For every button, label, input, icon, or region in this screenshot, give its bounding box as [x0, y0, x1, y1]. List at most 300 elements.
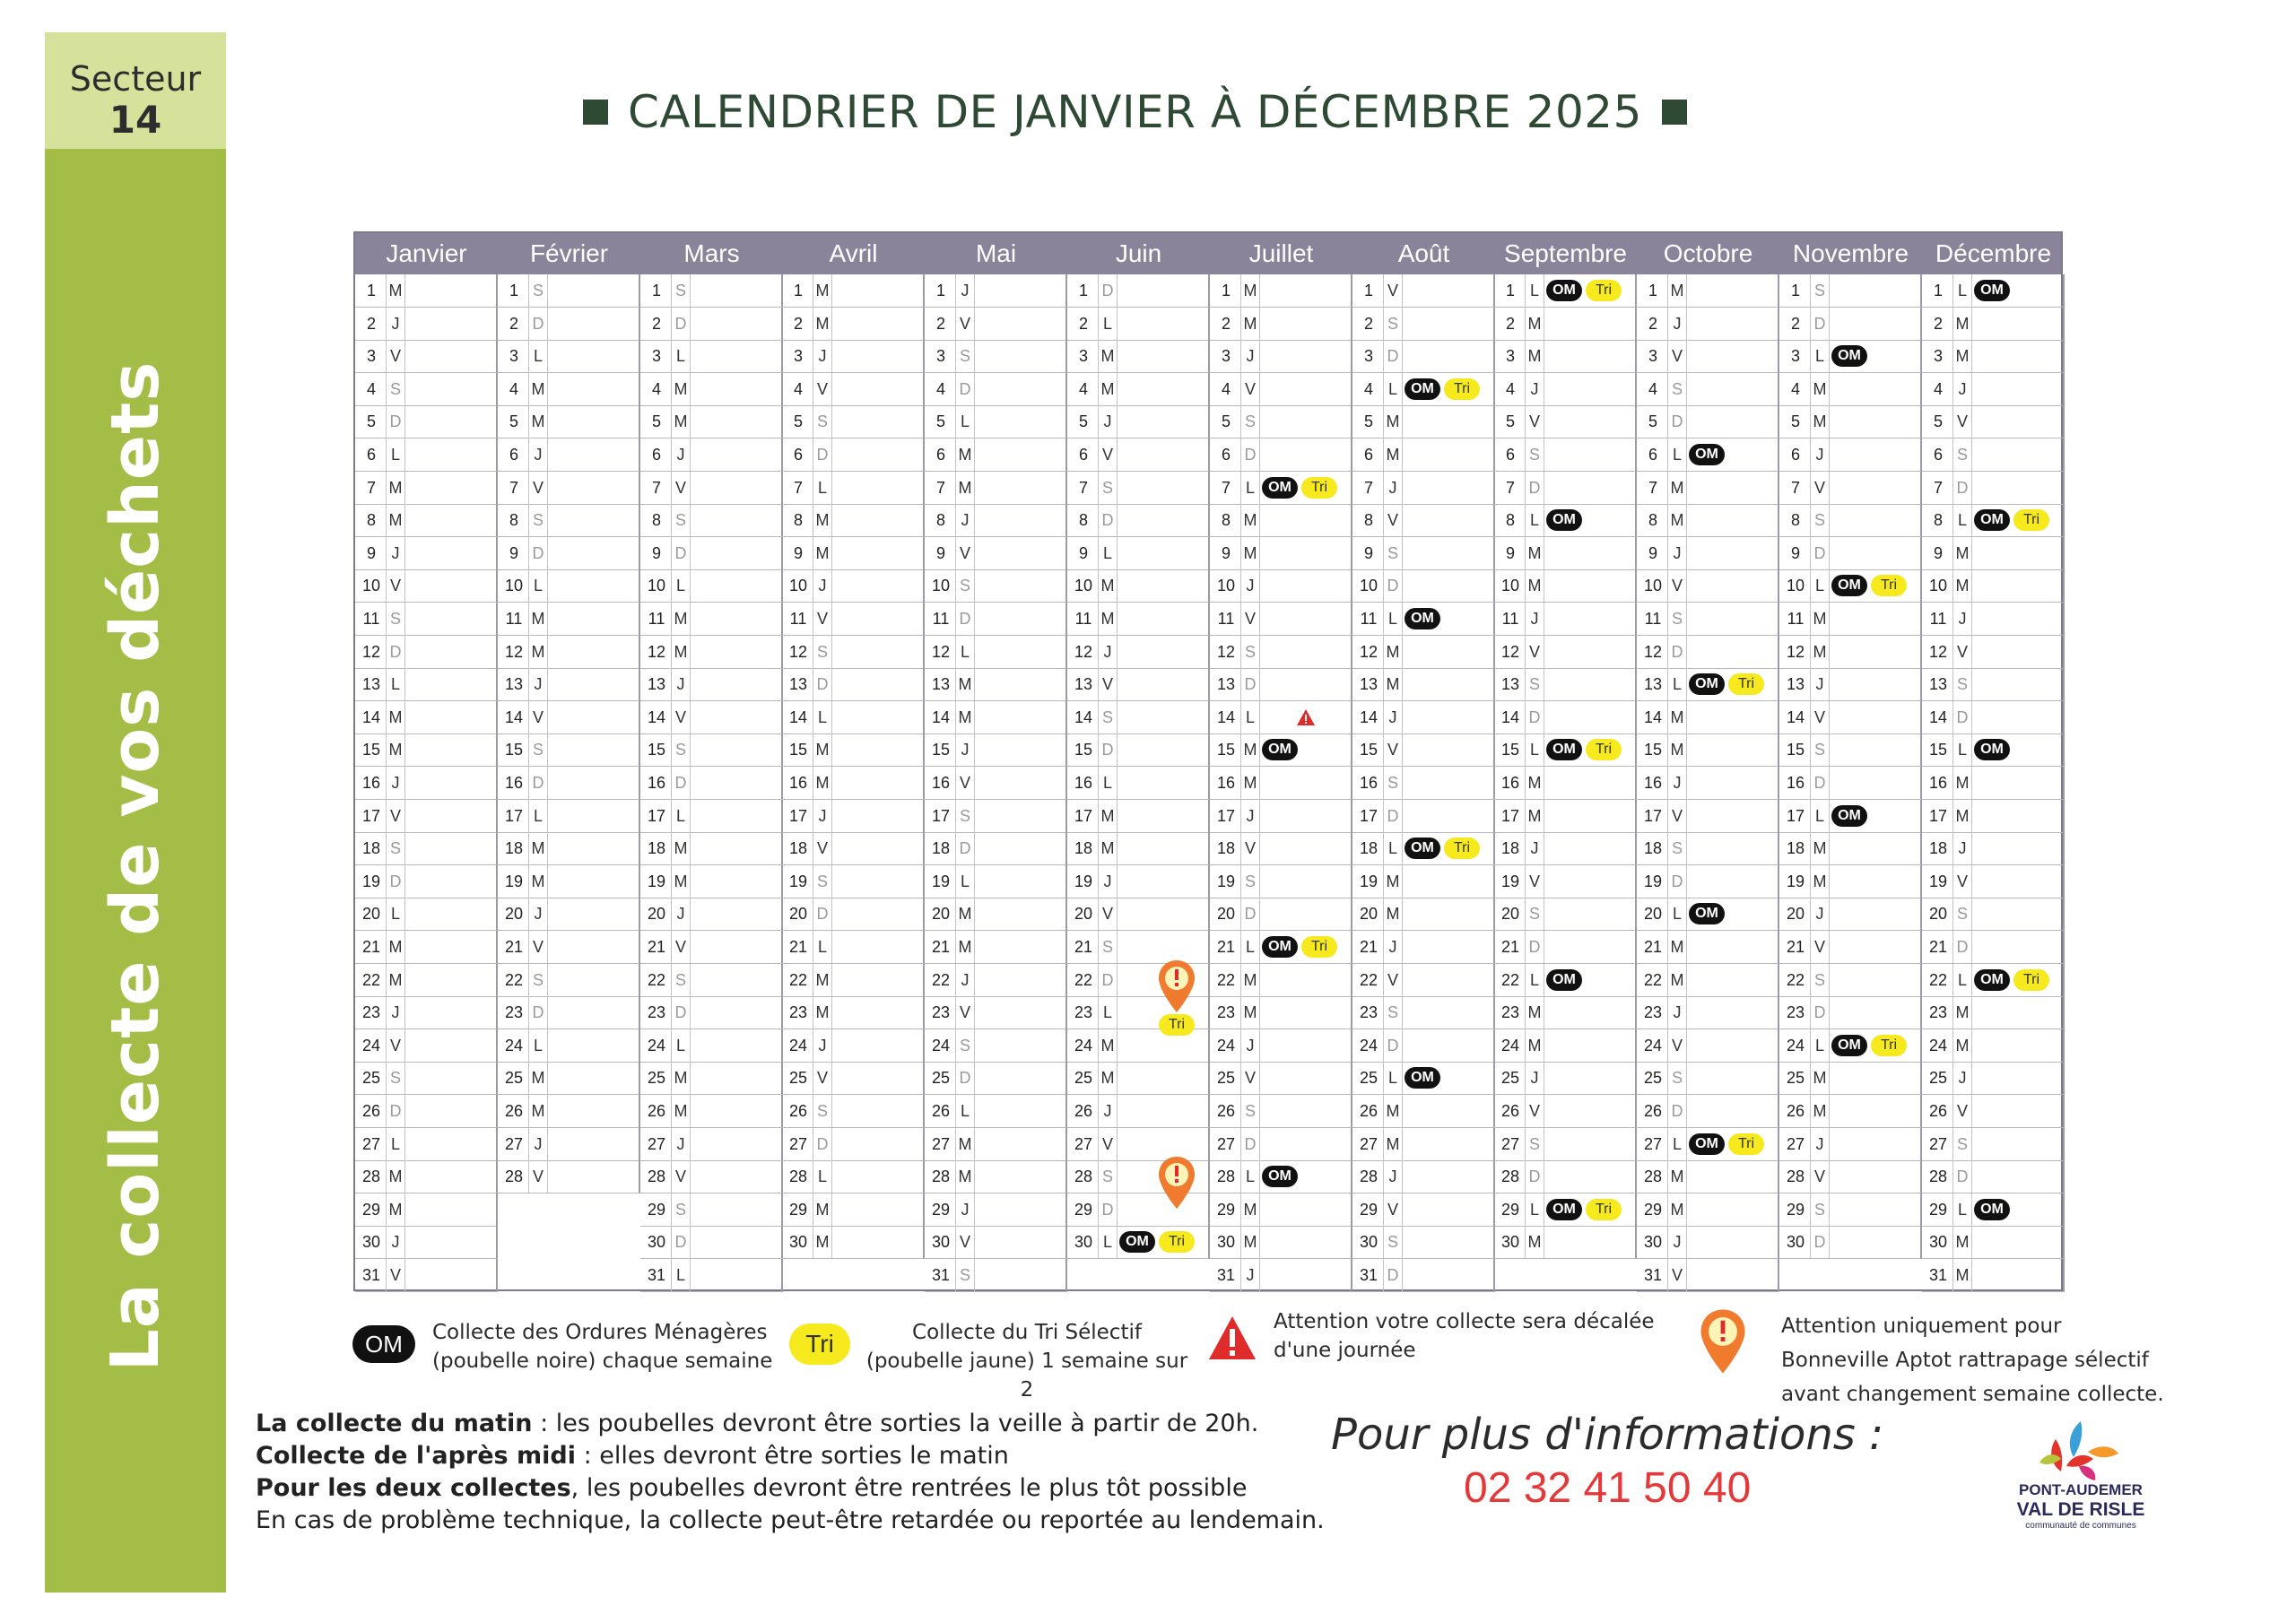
weekday-letter: D: [813, 438, 832, 471]
day-number: 28: [1500, 1167, 1520, 1185]
tri-badge: Tri: [1159, 1014, 1195, 1036]
weekday-letter: L: [1810, 569, 1830, 602]
day-cell: [925, 603, 1067, 636]
day-number: 6: [1933, 446, 1943, 464]
weekday-letter: D: [955, 603, 975, 635]
weekday-letter: S: [386, 373, 405, 405]
day-cell: [1779, 898, 1922, 931]
day-cell: [1494, 472, 1637, 505]
day-number: 31: [647, 1266, 666, 1284]
weekday-letter: L: [1667, 668, 1687, 700]
day-number: 15: [931, 741, 951, 759]
day-number: 7: [1221, 479, 1231, 497]
day-cell: [1067, 569, 1210, 603]
om-badge: OM: [1405, 838, 1440, 859]
day-number: 25: [1074, 1069, 1093, 1087]
weekday-letter: D: [386, 1095, 405, 1127]
day-cell: [925, 1029, 1067, 1063]
day-number: 25: [361, 1069, 381, 1087]
weekday-letter: M: [1098, 832, 1118, 864]
day-number: 17: [1928, 807, 1948, 825]
day-number: 9: [1648, 544, 1657, 562]
om-badge: OM: [1262, 477, 1298, 499]
weekday-letter: M: [671, 636, 691, 668]
legend-tri-text: [857, 1318, 1197, 1404]
weekday-letter: M: [1810, 1062, 1830, 1094]
weekday-letter: M: [813, 996, 832, 1028]
day-cell: [1352, 1095, 1495, 1128]
day-number: 8: [935, 511, 945, 529]
day-number: 23: [1786, 1003, 1805, 1021]
day-cell: [1922, 636, 2065, 669]
day-cell: [640, 964, 783, 997]
day-cell: [925, 865, 1067, 898]
legend-om-text: [432, 1318, 772, 1376]
weekday-letter: S: [1810, 504, 1830, 536]
legend-pin-line2: Bonneville Aptot rattrapage sélectif: [1781, 1349, 2149, 1372]
weekday-letter: S: [1240, 636, 1260, 668]
day-number: 17: [1074, 807, 1093, 825]
day-number: 9: [1078, 544, 1088, 562]
day-number: 29: [1643, 1201, 1663, 1219]
weekday-letter: V: [955, 308, 975, 340]
weekday-letter: M: [813, 1193, 832, 1226]
day-number: 9: [793, 544, 803, 562]
weekday-letter: V: [1667, 569, 1687, 602]
day-number: 7: [509, 479, 518, 497]
weekday-letter: L: [1383, 373, 1403, 405]
day-number: 28: [504, 1167, 524, 1185]
day-cell: [782, 340, 925, 373]
day-cell: [640, 931, 783, 964]
day-number: 9: [366, 544, 376, 562]
day-number: 4: [509, 380, 518, 398]
day-number: 16: [788, 774, 808, 792]
day-number: 7: [366, 479, 376, 497]
day-cell: [1637, 274, 1779, 308]
location-pin-icon: [1698, 1307, 1748, 1376]
day-number: 24: [647, 1037, 666, 1055]
weekday-letter: V: [955, 996, 975, 1028]
day-number: 30: [1500, 1233, 1520, 1251]
day-cell: [640, 1029, 783, 1063]
weekday-letter: S: [528, 274, 548, 307]
weekday-letter: J: [813, 1029, 832, 1062]
weekday-letter: M: [1240, 733, 1260, 766]
weekday-letter: J: [1952, 1062, 1972, 1094]
weekday-letter: M: [813, 964, 832, 996]
phone-number[interactable]: 02 32 41 50 40: [1464, 1464, 1752, 1512]
day-cell: [925, 537, 1067, 570]
day-number: 29: [647, 1201, 666, 1219]
weekday-letter: L: [955, 865, 975, 898]
weekday-letter: M: [1667, 504, 1687, 536]
weekday-letter: L: [386, 1128, 405, 1160]
day-number: 11: [1217, 610, 1235, 628]
day-cell: [925, 504, 1067, 537]
month-name-3: Mars: [683, 239, 740, 267]
weekday-letter: M: [955, 1128, 975, 1160]
weekday-letter: L: [955, 636, 975, 668]
day-number: 12: [1643, 643, 1663, 661]
weekday-letter: D: [1383, 1259, 1403, 1291]
day-cell: [640, 340, 783, 373]
day-number: 20: [1216, 905, 1236, 923]
weekday-letter: M: [1383, 438, 1403, 471]
day-cell: [1637, 1062, 1779, 1095]
weekday-letter: D: [1098, 1193, 1118, 1226]
weekday-letter: V: [1952, 636, 1972, 668]
legend-pin-line1: Attention uniquement pour: [1781, 1315, 2062, 1338]
day-cell: [1352, 1062, 1495, 1095]
day-cell: [1637, 405, 1779, 438]
legend-pin-text: [1781, 1309, 2164, 1411]
day-number: 1: [1933, 282, 1943, 299]
day-number: 3: [651, 347, 661, 365]
day-number: 8: [509, 511, 518, 529]
day-cell: [640, 832, 783, 865]
day-number: 16: [1216, 774, 1236, 792]
day-number: 21: [1786, 938, 1805, 956]
weekday-letter: D: [1240, 1128, 1260, 1160]
day-cell: [1210, 767, 1352, 800]
day-cell: [1779, 1160, 1922, 1193]
weekday-letter: J: [1952, 832, 1972, 864]
weekday-letter: V: [1098, 898, 1118, 930]
weekday-letter: J: [1810, 438, 1830, 471]
weekday-letter: V: [671, 931, 691, 963]
weekday-letter: M: [1525, 1029, 1544, 1062]
day-cell: [1067, 405, 1210, 438]
day-number: 31: [1216, 1266, 1236, 1284]
day-number: 2: [793, 315, 803, 333]
day-cell: [1779, 308, 1922, 341]
day-number: 5: [1505, 412, 1515, 430]
day-number: 27: [1216, 1135, 1236, 1153]
day-number: 9: [651, 544, 661, 562]
day-number: 16: [1500, 774, 1520, 792]
day-cell: [498, 733, 640, 767]
day-cell: [782, 701, 925, 734]
weekday-letter: J: [1525, 373, 1544, 405]
day-number: 17: [504, 807, 524, 825]
day-cell: [355, 800, 498, 833]
day-number: 29: [1500, 1201, 1520, 1219]
weekday-letter: V: [1383, 274, 1403, 307]
day-cell: [782, 1029, 925, 1063]
weekday-letter: D: [1240, 438, 1260, 471]
day-cell: [1352, 668, 1495, 701]
day-cell: [355, 1193, 498, 1227]
day-cell: [1494, 767, 1637, 800]
weekday-letter: J: [813, 800, 832, 832]
weekday-letter: L: [1810, 800, 1830, 832]
weekday-letter: V: [386, 1259, 405, 1291]
weekday-letter: M: [1952, 569, 1972, 602]
weekday-letter: L: [813, 1160, 832, 1193]
day-number: 7: [1363, 479, 1373, 497]
weekday-letter: M: [1383, 636, 1403, 668]
day-cell: [1210, 1095, 1352, 1128]
weekday-letter: S: [528, 504, 548, 536]
day-cell: [1922, 898, 2065, 931]
day-number: 1: [935, 282, 945, 299]
weekday-letter: L: [1098, 308, 1118, 340]
day-number: 24: [1500, 1037, 1520, 1055]
weekday-letter: M: [1098, 340, 1118, 372]
day-number: 14: [504, 708, 524, 726]
om-badge: OM: [1974, 1199, 2010, 1220]
weekday-letter: D: [671, 308, 691, 340]
day-cell: [1637, 504, 1779, 537]
om-badge: OM: [1546, 1199, 1582, 1220]
day-cell: [1494, 603, 1637, 636]
day-cell: [1067, 668, 1210, 701]
day-cell: [498, 964, 640, 997]
day-cell: [1637, 308, 1779, 341]
day-cell: [1922, 569, 2065, 603]
day-cell: [925, 1062, 1067, 1095]
day-cell: [640, 274, 783, 308]
weekday-letter: D: [955, 832, 975, 864]
day-number: 19: [1786, 872, 1805, 890]
day-number: 21: [1643, 938, 1663, 956]
weekday-letter: D: [1525, 472, 1544, 504]
weekday-letter: M: [386, 274, 405, 307]
calendar-grid: [353, 231, 2063, 1291]
day-cell: [355, 832, 498, 865]
day-number: 23: [931, 1003, 951, 1021]
day-cell: [355, 472, 498, 505]
day-cell: [498, 569, 640, 603]
weekday-letter: L: [1525, 1193, 1544, 1226]
day-number: 2: [651, 315, 661, 333]
day-number: 20: [931, 905, 951, 923]
weekday-letter: D: [1098, 504, 1118, 536]
weekday-letter: M: [1098, 569, 1118, 602]
weekday-letter: L: [1667, 898, 1687, 930]
day-number: 13: [504, 675, 524, 693]
day-cell: [355, 964, 498, 997]
day-cell: [1352, 733, 1495, 767]
weekday-letter: M: [1952, 537, 1972, 569]
weekday-letter: J: [813, 569, 832, 602]
weekday-letter: J: [1098, 405, 1118, 438]
day-number: 1: [1363, 282, 1373, 299]
day-cell: [498, 308, 640, 341]
logo-line1: PONT-AUDEMER: [2019, 1481, 2143, 1498]
weekday-letter: J: [1667, 996, 1687, 1028]
day-number: 31: [361, 1266, 381, 1284]
day-cell: [1779, 1193, 1922, 1227]
weekday-letter: L: [1667, 1128, 1687, 1160]
weekday-letter: M: [1667, 1160, 1687, 1193]
logo-line3: communauté de communes: [2025, 1521, 2136, 1531]
day-cell: [925, 767, 1067, 800]
weekday-letter: M: [1952, 800, 1972, 832]
day-cell: [1637, 931, 1779, 964]
weekday-letter: V: [1525, 636, 1544, 668]
day-number: 5: [1790, 412, 1800, 430]
day-cell: [1922, 504, 2065, 537]
day-cell: [925, 274, 1067, 308]
day-cell: [498, 636, 640, 669]
day-number: 5: [1078, 412, 1088, 430]
weekday-letter: D: [1952, 472, 1972, 504]
day-cell: [640, 800, 783, 833]
day-number: 27: [1643, 1135, 1663, 1153]
day-number: 22: [931, 971, 951, 989]
sidebar: [45, 32, 226, 1593]
day-number: 8: [1648, 511, 1657, 529]
weekday-letter: L: [1240, 701, 1260, 733]
weekday-letter: V: [671, 472, 691, 504]
day-cell: [1637, 373, 1779, 406]
day-number: 20: [1500, 905, 1520, 923]
day-cell: [498, 537, 640, 570]
day-number: 1: [1221, 282, 1231, 299]
day-number: 10: [931, 577, 951, 595]
day-number: 10: [1643, 577, 1663, 595]
om-badge: OM: [1831, 345, 1867, 367]
day-cell: [1210, 504, 1352, 537]
day-cell: [1352, 1128, 1495, 1161]
day-cell: [1352, 537, 1495, 570]
day-cell: [1352, 340, 1495, 373]
day-number: 21: [1359, 938, 1378, 956]
day-cell: [1067, 603, 1210, 636]
day-number: 23: [504, 1003, 524, 1021]
day-cell: [925, 1226, 1067, 1259]
weekday-letter: M: [1525, 308, 1544, 340]
month-name-11: Novembre: [1792, 239, 1909, 267]
day-number: 6: [509, 446, 518, 464]
day-number: 2: [1505, 315, 1515, 333]
day-cell: [782, 767, 925, 800]
day-number: 17: [1216, 807, 1236, 825]
weekday-letter: V: [1525, 865, 1544, 898]
day-number: 13: [788, 675, 808, 693]
day-number: 6: [935, 446, 945, 464]
day-cell: [1779, 636, 1922, 669]
day-cell: [1494, 340, 1637, 373]
day-number: 23: [1074, 1003, 1093, 1021]
day-cell: [1922, 964, 2065, 997]
month-name-6: Juin: [1115, 239, 1162, 267]
day-number: 30: [788, 1233, 808, 1251]
day-number: 12: [1786, 643, 1805, 661]
day-number: 12: [504, 643, 524, 661]
day-cell: [355, 274, 498, 308]
weekday-letter: J: [671, 668, 691, 700]
day-cell: [1922, 472, 2065, 505]
weekday-letter: L: [1098, 537, 1118, 569]
day-cell: [782, 472, 925, 505]
day-cell: [1494, 733, 1637, 767]
day-cell: [1637, 1095, 1779, 1128]
day-number: 28: [1928, 1167, 1948, 1185]
weekday-letter: D: [1240, 898, 1260, 930]
day-cell: [355, 996, 498, 1029]
day-cell: [1494, 996, 1637, 1029]
day-cell: [1210, 931, 1352, 964]
day-cell: [1210, 1193, 1352, 1227]
weekday-letter: M: [813, 767, 832, 799]
month-name-7: Juillet: [1248, 239, 1314, 267]
day-number: 26: [1359, 1102, 1378, 1120]
day-number: 15: [1928, 741, 1948, 759]
day-cell: [640, 1259, 783, 1292]
day-number: 8: [366, 511, 376, 529]
weekday-letter: V: [955, 537, 975, 569]
day-cell: [1067, 1095, 1210, 1128]
day-number: 28: [788, 1167, 808, 1185]
weekday-letter: J: [1240, 1259, 1260, 1291]
day-number: 21: [1216, 938, 1236, 956]
day-cell: [1637, 340, 1779, 373]
legend-pin-line3: avant changement semaine collecte.: [1781, 1383, 2164, 1406]
weekday-letter: D: [528, 308, 548, 340]
weekday-letter: V: [386, 569, 405, 602]
day-cell: [1210, 964, 1352, 997]
weekday-letter: M: [1667, 1193, 1687, 1226]
weekday-letter: J: [955, 504, 975, 536]
day-cell: [1779, 537, 1922, 570]
day-number: 7: [1078, 479, 1088, 497]
weekday-letter: M: [1525, 569, 1544, 602]
om-badge: OM: [1974, 280, 2010, 301]
day-cell: [640, 1193, 783, 1227]
weekday-letter: L: [1240, 931, 1260, 963]
day-number: 27: [788, 1135, 808, 1153]
weekday-letter: L: [1810, 340, 1830, 372]
legend-om-line1: Collecte des Ordures Ménagères: [432, 1321, 768, 1344]
weekday-letter: D: [671, 767, 691, 799]
day-number: 26: [1928, 1102, 1948, 1120]
day-number: 3: [1221, 347, 1231, 365]
weekday-letter: S: [1952, 668, 1972, 700]
logo-line2: VAL DE RISLE: [2016, 1499, 2145, 1520]
day-number: 20: [361, 905, 381, 923]
weekday-letter: D: [1810, 1226, 1830, 1258]
day-number: 21: [361, 938, 381, 956]
day-cell: [1352, 636, 1495, 669]
weekday-letter: S: [671, 1193, 691, 1226]
day-number: 8: [1933, 511, 1943, 529]
day-cell: [498, 438, 640, 472]
day-cell: [640, 996, 783, 1029]
day-cell: [1779, 668, 1922, 701]
weekday-letter: D: [1952, 1160, 1972, 1193]
day-number: 6: [1648, 446, 1657, 464]
day-number: 6: [1078, 446, 1088, 464]
weekday-letter: D: [1240, 668, 1260, 700]
day-cell: [640, 701, 783, 734]
day-cell: [355, 865, 498, 898]
day-cell: [1779, 1128, 1922, 1161]
day-cell: [1922, 603, 2065, 636]
day-cell: [1637, 668, 1779, 701]
day-number: 3: [1933, 347, 1943, 365]
day-cell: [1637, 800, 1779, 833]
day-cell: [1494, 373, 1637, 406]
day-number: 23: [1216, 1003, 1236, 1021]
day-cell: [1922, 308, 2065, 341]
day-cell: [355, 438, 498, 472]
weekday-letter: V: [1098, 438, 1118, 471]
weekday-letter: S: [386, 832, 405, 864]
day-number: 1: [1790, 282, 1800, 299]
